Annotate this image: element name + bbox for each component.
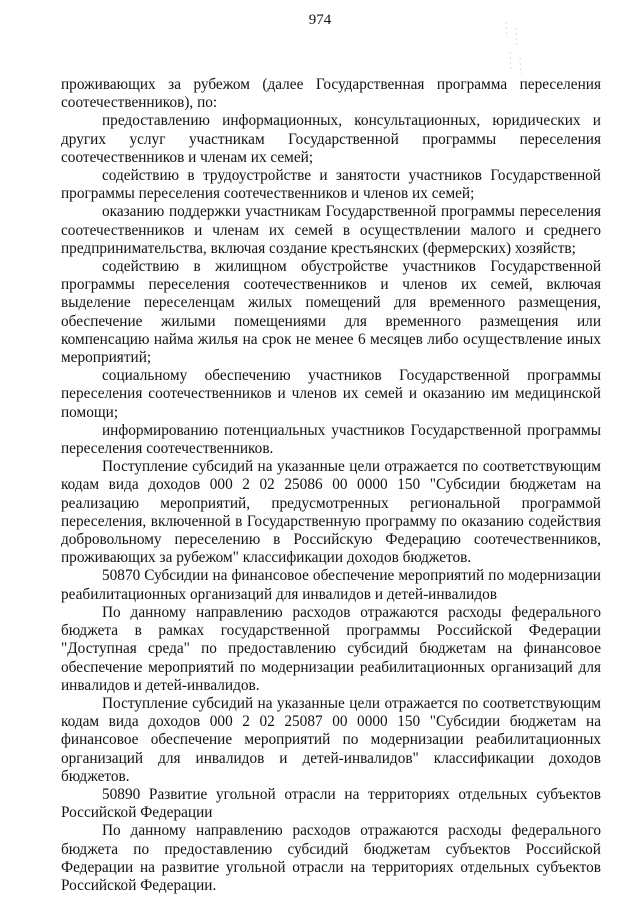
- paragraph: информированию потенциальных участников Государственной программы переселения соотечественников.: [61, 421, 601, 458]
- paragraph: оказанию поддержки участникам Государственной программы переселения соотечественников и членам их семей в осуществлении малого и среднего предпринимательства, включая создание крестьянских (фермерских) хозяйств;: [61, 203, 601, 257]
- paragraph: Поступление субсидий на указанные цели отражается по соответствующим кодам вида доходов 000 2 02 25087 00 0000 150 "Субсидии бюджетам на финансовое обеспечение мероприятий по модернизации реабилитационных организаций для инвалидов и детей-инвалидов" классификации доходов бюджетов.: [61, 694, 601, 785]
- paragraph: Поступление субсидий на указанные цели отражается по соответствующим кодам вида доходов 000 2 02 25086 00 0000 150 "Субсидии бюджетам на реализацию мероприятий, предусмотренных региональной программой переселения, включенной в Государственную программу по оказанию содействия добровольному переселению в Российскую Федерацию соотечественников, проживающих за рубежом" классификации доходов бюджетов.: [61, 458, 601, 567]
- page-number: 974: [308, 12, 332, 28]
- paragraph: 50890 Развитие угольной отрасли на территориях отдельных субъектов Российской Федерации: [61, 785, 601, 822]
- paragraph: По данному направлению расходов отражаются расходы федерального бюджета по предоставлению субсидий бюджетам субъектов Российской Федерации на развитие угольной отрасли на территориях отдельных субъектов Российской Федерации.: [61, 822, 601, 894]
- paragraph: содействию в трудоустройстве и занятости участников Государственной программы переселения соотечественников и членов их семей;: [61, 167, 601, 203]
- paragraph: По данному направлению расходов отражаются расходы федерального бюджета в рамках государственной программы Российской Федерации "Доступная среда" по предоставлению субсидий бюджетам на финансовое обеспечение мероприятий по модернизации реабилитационных организаций для инвалидов и детей-инвалидов.: [61, 603, 601, 694]
- paragraph: предоставлению информационных, консультационных, юридических и других услуг участникам Государственной программы переселения соотечественников и членам их семей;: [61, 112, 601, 166]
- paragraph: 50870 Субсидии на финансовое обеспечение мероприятий по модернизации реабилитационных организаций для инвалидов и детей-инвалидов: [61, 567, 601, 603]
- paragraph: социальному обеспечению участников Государственной программы переселения соотечественников и членов их семей и оказанию им медицинской помощи;: [61, 367, 601, 421]
- document-body: [61, 76, 601, 895]
- scan-artifact: [496, 18, 528, 78]
- paragraph: проживающих за рубежом (далее Государственная программа переселения соотечественников), по:: [61, 76, 601, 112]
- paragraph: содействию в жилищном обустройстве участников Государственной программы переселения соотечественников и членов их семей, включая выделение переселенцам жилых помещений для временного размещения, обеспечение жилыми помещениями для временного размещения или компенсацию найма жилья на срок не менее 6 месяцев либо осуществление иных мероприятий;: [61, 258, 601, 367]
